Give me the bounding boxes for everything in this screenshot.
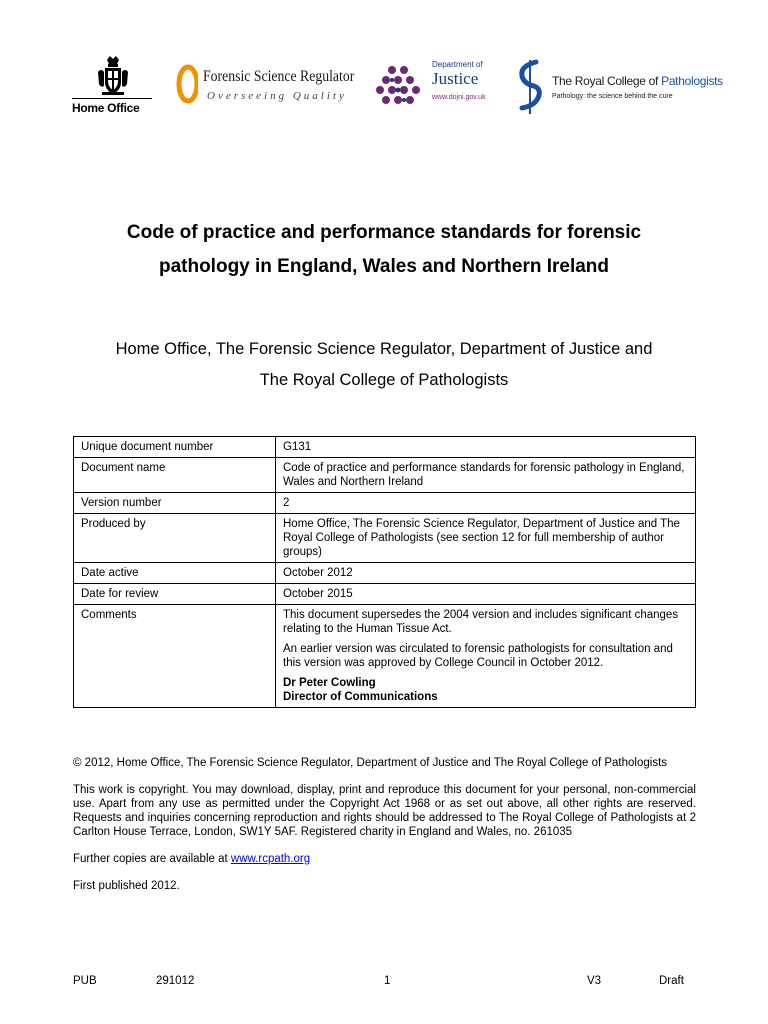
table-value: 2 [276,493,696,514]
table-row [74,563,696,584]
table-key: Unique document number [74,437,276,458]
footer-pub: PUB [73,975,97,987]
table-key: Comments [74,605,276,708]
further-copies-prefix: Further copies are available at [73,853,231,865]
document-title-line-1: Code of practice and performance standards for forensic [126,222,642,243]
rcp-serpent-icon [514,58,544,116]
rcp-tagline: Pathology: the science behind the cure [552,93,673,100]
home-office-text: Home Office [72,101,140,115]
table-row [74,584,696,605]
table-key: Date for review [74,584,276,605]
table-row [74,493,696,514]
comments-cell [276,605,696,708]
copyright-notice: © 2012, Home Office, The Forensic Science Regulator, Department of Justice and The Royal College of Pathologists [73,757,668,769]
fsr-ring-icon [176,64,198,104]
table-row [74,437,696,458]
table-key: Date active [74,563,276,584]
document-info-table [73,436,696,708]
page-footer [73,975,696,991]
further-copies [73,852,696,866]
signer-title: Director of Communications [283,691,438,703]
home-office-rule [72,98,152,99]
table-row [74,458,696,493]
footer-version: V3 [587,975,602,987]
table-value: Home Office, The Forensic Science Regulator, Department of Justice and The Royal College of Pathologists (see section 12 for full membership of author groups) [276,514,696,563]
table-value: October 2012 [276,563,696,584]
comments-paragraph-1: This document supersedes the 2004 version and includes significant changes relating to the Human Tissue Act. [283,609,679,635]
table-value: G131 [276,437,696,458]
table-key: Produced by [74,514,276,563]
doj-dept-label: Department of [432,60,483,69]
rcp-name [552,74,723,88]
table-key: Version number [74,493,276,514]
rcp-name-accent: Pathologists [661,74,723,88]
table-row-comments [74,605,696,708]
table-row [74,514,696,563]
footer-status: Draft [659,975,684,987]
document-title-line-2: pathology in England, Wales and Northern Ireland [158,256,610,277]
doj-hexagon-icon [376,64,424,110]
license-text: This work is copyright. You may download, display, print and reproduce this document for your personal, non-commercial use. Apart from any use as permitted under the Copyright Act 1968 or as set out above, all other rights are reserved. Requests and inquiries concerning reproduction and rights should be addressed to The Royal College of Pathologists at 2 Carlton House Terrace, London, SW1Y 5AF. Registered charity in England and Wales, no. 261035 [73,784,696,838]
doj-justice-label: Justice [432,69,479,88]
table-value: October 2015 [276,584,696,605]
document-title [60,216,708,284]
rcp-name-pre: The Royal College of [552,74,662,88]
document-subtitle [60,334,708,396]
table-key: Document name [74,458,276,493]
document-subtitle-line-1: Home Office, The Forensic Science Regulator, Department of Justice and [115,340,653,358]
table-value: Code of practice and performance standards for forensic pathology in England, Wales and Northern Ireland [276,458,696,493]
document-subtitle-line-2: The Royal College of Pathologists [259,371,509,389]
first-published: First published 2012. [73,880,180,892]
footer-page-number: 1 [384,975,391,987]
signer-name: Dr Peter Cowling [283,677,376,689]
doj-url: www.dojni.gov.uk [432,94,486,101]
logo-strip [70,56,730,118]
fsr-tagline: Overseeing Quality [207,90,347,102]
footer-code: 291012 [156,975,195,987]
copyright-section [73,756,696,906]
fsr-name: Forensic Science Regulator [203,68,355,85]
rcpath-link[interactable]: www.rcpath.org [230,853,311,865]
comments-paragraph-2: An earlier version was circulated to forensic pathologists for consultation and this version was approved by College Council in October 2012. [283,643,673,669]
royal-crest-icon [96,56,130,96]
